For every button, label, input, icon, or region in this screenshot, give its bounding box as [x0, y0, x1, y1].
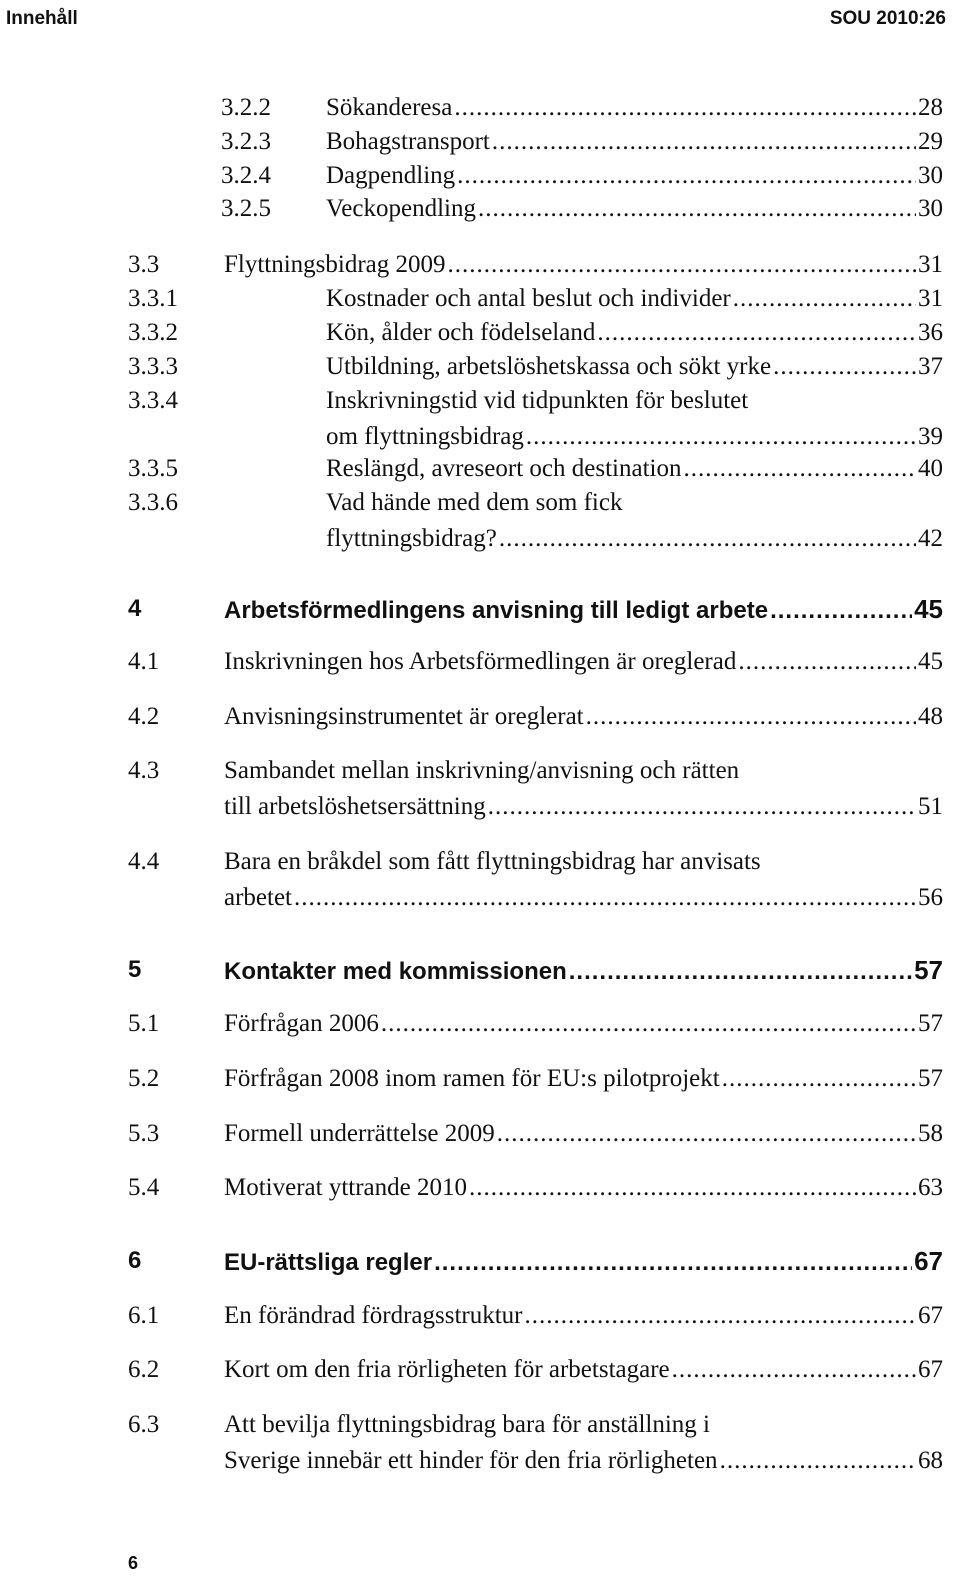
- toc-entry-page: 57: [918, 1065, 943, 1092]
- toc-entry-page: 56: [918, 884, 943, 911]
- toc-entry-number: 5.2: [128, 1065, 160, 1092]
- toc-leader-dots: [525, 1298, 916, 1334]
- toc-entry-title: Förfrågan 2008 inom ramen för EU:s pilotprojekt: [224, 1065, 720, 1092]
- toc-entry-number: 3.2.3: [221, 128, 271, 155]
- toc-leader-dots: [448, 247, 916, 283]
- toc-entry-number: 3.3.6: [128, 489, 178, 516]
- toc-entry-page: 30: [918, 195, 943, 222]
- toc-leader-dots: [454, 90, 916, 126]
- toc-entry-page: 42: [918, 525, 943, 552]
- toc-leader-dots: [434, 1245, 912, 1281]
- toc-leader-dots: [469, 1170, 916, 1206]
- toc-entry-number: 3.3.2: [128, 319, 178, 346]
- toc-leader-dots: [488, 789, 916, 825]
- toc-leader-dots: [597, 315, 916, 351]
- toc-entry-number: 4.4: [128, 848, 160, 875]
- toc-entry-number: 6.2: [128, 1356, 160, 1383]
- toc-entry-title-continued: arbetet: [224, 884, 293, 911]
- toc-entry-title-continued: om flyttningsbidrag: [326, 423, 524, 450]
- toc-entry-number: 6.1: [128, 1302, 160, 1329]
- toc-entry-number: 3.3: [128, 251, 160, 278]
- toc-leader-dots: [294, 880, 916, 916]
- toc-entry-number: 5.4: [128, 1174, 160, 1201]
- toc-entry-page: 48: [918, 703, 943, 730]
- toc-entry-title: Vad hände med dem som fick: [326, 489, 623, 516]
- toc-entry-title: Sökanderesa: [326, 94, 453, 121]
- toc-entry-title-continued: flyttningsbidrag?: [326, 525, 497, 552]
- toc-entry-title: Flyttningsbidrag 2009: [224, 251, 446, 278]
- toc-entry-number: 4.3: [128, 757, 160, 784]
- toc-leader-dots: [683, 451, 916, 487]
- toc-entry-page: 29: [918, 128, 943, 155]
- toc-leader-dots: [672, 1352, 916, 1388]
- toc-entry-number: 3.2.2: [221, 94, 271, 121]
- toc-chapter-title: EU-rättsliga regler: [224, 1249, 433, 1276]
- toc-entry-page: 36: [918, 319, 943, 346]
- toc-entry-page: 51: [918, 793, 943, 820]
- toc-entry-number: 4.1: [128, 648, 160, 675]
- toc-entry-title: Inskrivningstid vid tidpunkten för beslutet: [326, 387, 749, 414]
- page-number: 6: [128, 1553, 139, 1573]
- toc-leader-dots: [569, 954, 912, 990]
- toc-chapter-page: 67: [914, 1246, 943, 1276]
- toc-chapter-title: Arbetsförmedlingens anvisning till ledigt arbete: [224, 597, 769, 624]
- toc-entry-title: Veckopendling: [326, 195, 476, 222]
- toc-leader-dots: [586, 699, 916, 735]
- toc-leader-dots: [478, 191, 916, 227]
- toc-entry-title: Bohagstransport: [326, 128, 490, 155]
- toc-entry-page: 45: [918, 648, 943, 675]
- toc-entry-number: 3.3.5: [128, 455, 178, 482]
- toc-entry-number: 3.3.4: [128, 387, 178, 414]
- toc-chapter-page: 45: [914, 594, 943, 624]
- toc-entry-page: 31: [918, 285, 943, 312]
- toc-entry-title: Anvisningsinstrumentet är oreglerat: [224, 703, 584, 730]
- toc-entry-page: 30: [918, 162, 943, 189]
- toc-leader-dots: [773, 349, 916, 385]
- toc-entry-page: 57: [918, 1010, 943, 1037]
- toc-entry-title-continued: till arbetslöshetsersättning: [224, 793, 486, 820]
- toc-chapter-title: Kontakter med kommissionen: [224, 958, 567, 985]
- toc-entry-page: 58: [918, 1120, 943, 1147]
- toc-leader-dots: [526, 419, 916, 455]
- toc-entry-title: Formell underrättelse 2009: [224, 1120, 495, 1147]
- toc-entry-page: 28: [918, 94, 943, 121]
- toc-entry-page: 63: [918, 1174, 943, 1201]
- toc-entry-title: Reslängd, avreseort och destination: [326, 455, 682, 482]
- toc-chapter-number: 6: [128, 1247, 142, 1274]
- toc-chapter-number: 5: [128, 956, 142, 983]
- toc-entry-number: 3.2.5: [221, 195, 271, 222]
- toc-entry-title: Kostnader och antal beslut och individer: [326, 285, 731, 312]
- toc-entry-title: Dagpendling: [326, 162, 456, 189]
- toc-entry-number: 3.2.4: [221, 162, 271, 189]
- toc-entry-page: 31: [918, 251, 943, 278]
- toc-entry-page: 67: [918, 1356, 943, 1383]
- toc-entry-title: En förändrad fördragsstruktur: [224, 1302, 523, 1329]
- toc-entry-number: 4.2: [128, 703, 160, 730]
- toc-entry-title: Kön, ålder och födelseland: [326, 319, 596, 346]
- toc-entry-page: 68: [918, 1447, 943, 1474]
- toc-entry-title: Motiverat yttrande 2010: [224, 1174, 467, 1201]
- toc-entry-title: Kort om den fria rörligheten för arbetstagare: [224, 1356, 670, 1383]
- toc-entry-title: Sambandet mellan inskrivning/anvisning och rätten: [224, 757, 740, 784]
- toc-entry-page: 67: [918, 1302, 943, 1329]
- toc-entry-title: Bara en bråkdel som fått flyttningsbidrag har anvisats: [224, 848, 761, 875]
- running-header-section: Innehåll: [6, 8, 78, 29]
- toc-chapter-number: 4: [128, 595, 142, 622]
- toc-leader-dots: [770, 593, 912, 629]
- toc-leader-dots: [738, 644, 916, 680]
- toc-leader-dots: [457, 158, 916, 194]
- toc-entry-page: 40: [918, 455, 943, 482]
- toc-leader-dots: [722, 1061, 916, 1097]
- toc-entry-number: 3.3.1: [128, 285, 178, 312]
- toc-leader-dots: [499, 521, 916, 557]
- toc-entry-number: 5.3: [128, 1120, 160, 1147]
- toc-leader-dots: [381, 1006, 916, 1042]
- toc-leader-dots: [497, 1116, 916, 1152]
- toc-entry-title: Utbildning, arbetslöshetskassa och sökt yrke: [326, 353, 772, 380]
- toc-entry-title: Förfrågan 2006: [224, 1010, 379, 1037]
- toc-entry-number: 3.3.3: [128, 353, 178, 380]
- toc-entry-title: Att bevilja flyttningsbidrag bara för anställning i: [224, 1411, 710, 1438]
- toc-entry-page: 39: [918, 423, 943, 450]
- toc-leader-dots: [733, 281, 916, 317]
- toc-leader-dots: [492, 124, 916, 160]
- toc-entry-number: 6.3: [128, 1411, 160, 1438]
- toc-entry-title: Inskrivningen hos Arbetsförmedlingen är oreglerad: [224, 648, 737, 675]
- toc-entry-title-continued: Sverige innebär ett hinder för den fria rörligheten: [224, 1447, 718, 1474]
- toc-entry-page: 37: [918, 353, 943, 380]
- toc-chapter-page: 57: [914, 955, 943, 985]
- running-header-document-id: SOU 2010:26: [829, 8, 946, 29]
- toc-entry-number: 5.1: [128, 1010, 160, 1037]
- toc-leader-dots: [720, 1443, 916, 1479]
